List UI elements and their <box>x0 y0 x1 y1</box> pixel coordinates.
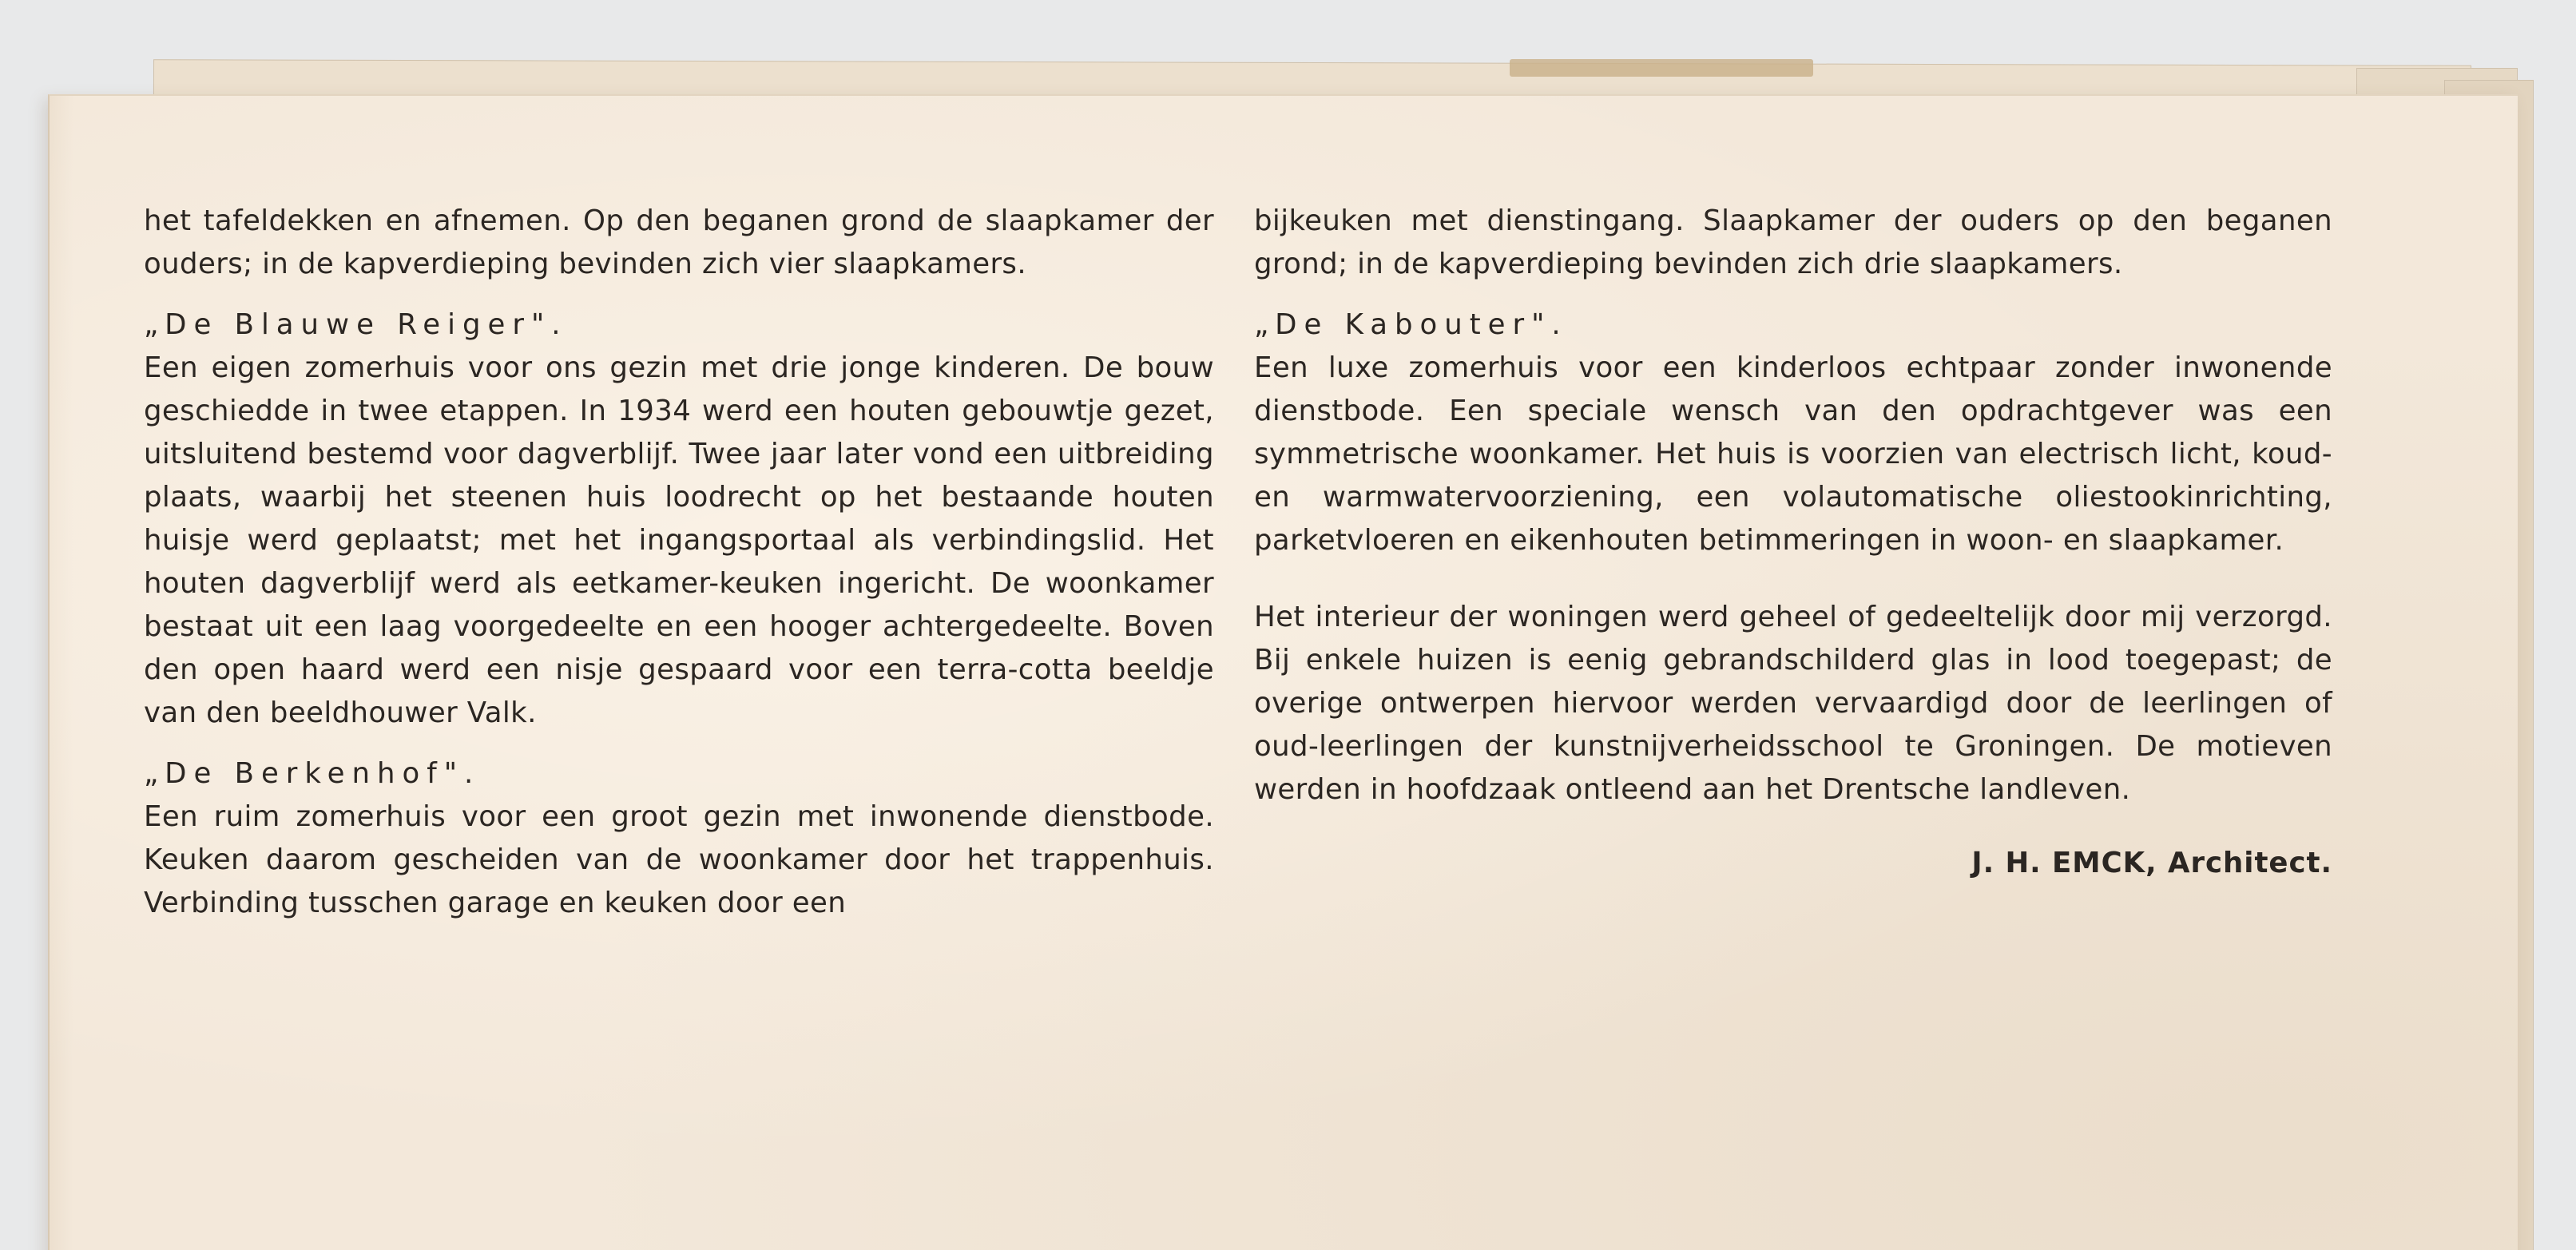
section-text: Een eigen zomerhuis voor ons gezin met drie jonge kinderen. De bouw geschiedde in twee etappen. In 1934 werd een houten gebouwtje gezet, uitsluitend bestemd voor dagverblijf. Twee jaar later vond een uitbreiding plaats, waarbij het steenen huis loodrecht op het bestaande houten huisje werd geplaatst; met het ingangsportaal als verbindingslid. Het houten dagverblijf werd als eetkamer-keuken ingericht. De woonkamer bestaat uit een laag voorgedeelte en een hooger achtergedeelte. Boven den open haard werd een nisje gespaard voor een terra-cotta beeldje van den beeldhouwer Valk. <box>144 351 1214 729</box>
section-blauwe-reiger <box>144 304 1214 735</box>
section-kabouter <box>1254 304 2332 562</box>
section-text: Een luxe zomerhuis voor een kinderloos echtpaar zonder inwonende dienstbode. Een speciale wensch van den opdrachtgever was een symmetrische woonkamer. Het huis is voorzien van electrisch licht, koud- en warmwatervoorziening, een volautomatische oliestookinrichting, parketvloeren en eikenhouten betimmeringen in woon- en slaapkamer. <box>1254 351 2332 557</box>
section-heading: „De Blauwe Reiger". <box>144 308 568 341</box>
section-heading: „De Berkenhof". <box>144 757 481 790</box>
right-column <box>1254 200 2332 885</box>
closing-paragraph: Het interieur der woningen werd geheel of gedeeltelijk door mij verzorgd. Bij enkele huizen is eenig gebrandschilderd glas in lood toegepast; de overige ontwerpen hiervoor werden vervaardigd door de leerlingen of oud-leerlingen der kunstnijverheidsschool te Groningen. De motieven werden in hoofdzaak ontleend aan het Drentsche landleven. <box>1254 601 2332 806</box>
paper-tape <box>1510 59 1813 77</box>
left-column <box>144 200 1214 925</box>
author-signature: J. H. EMCK, Architect. <box>1971 847 2332 879</box>
section-berkenhof <box>144 752 1214 925</box>
section-text: Een ruim zomerhuis voor een groot gezin met inwonende dienstbode. Keuken daarom gescheiden van de woonkamer door het trappenhuis. Verbinding tusschen garage en keuken door een <box>144 800 1214 919</box>
section-heading: „De Kabouter". <box>1254 308 1568 341</box>
left-intro-paragraph: het tafeldekken en afnemen. Op den beganen grond de slaapkamer der ouders; in de kapverdieping bevinden zich vier slaapkamers. <box>144 204 1214 280</box>
right-intro-paragraph: bijkeuken met dienstingang. Slaapkamer der ouders op den beganen grond; in de kapverdieping bevinden zich drie slaapkamers. <box>1254 204 2332 280</box>
